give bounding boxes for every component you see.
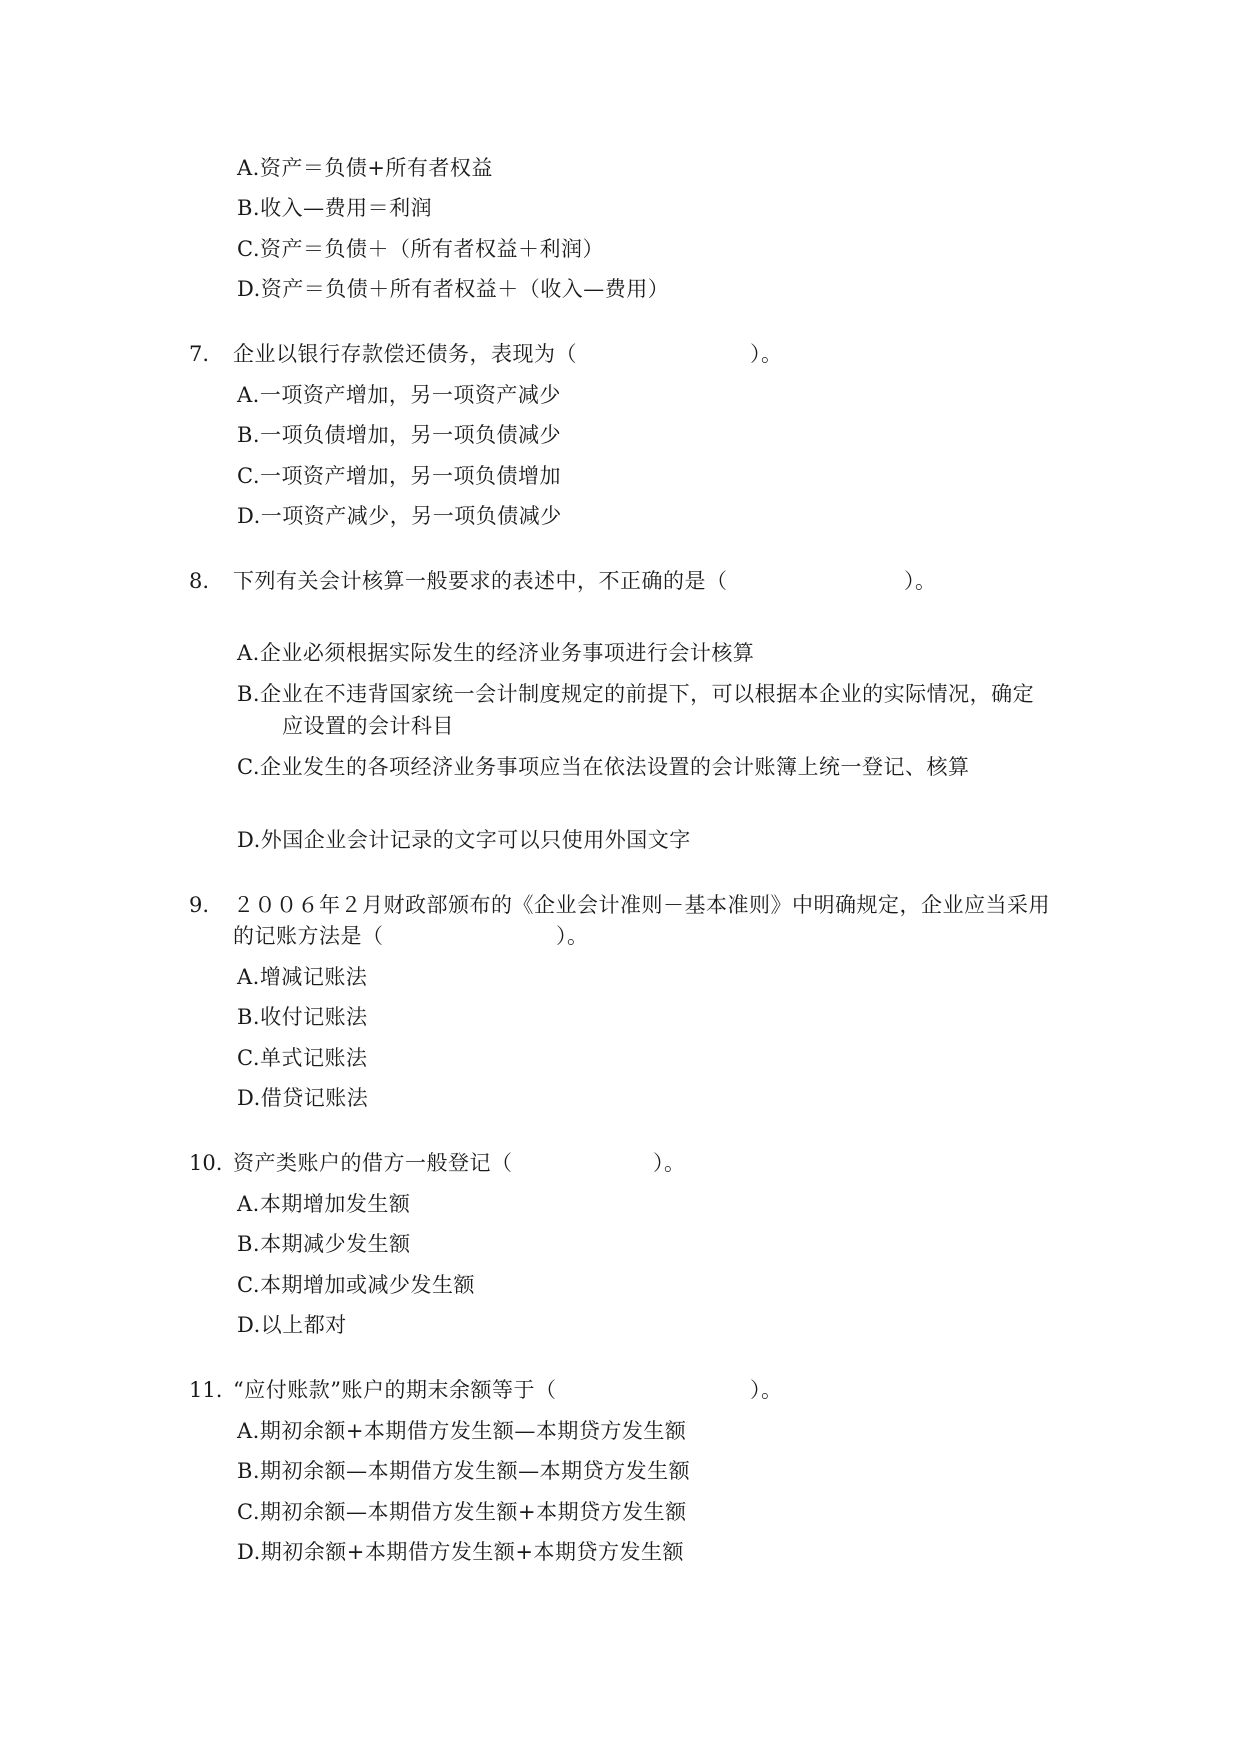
- option-d: D.一项资产减少，另一项负债减少: [237, 504, 562, 528]
- option-b: B.收入—费用＝利润: [237, 196, 433, 220]
- option-b: B.本期减少发生额: [237, 1232, 411, 1256]
- option-b: B.企业在不违背国家统一会计制度规定的前提下，可以根据本企业的实际情况，确定: [237, 682, 1035, 706]
- option-b: B.期初余额—本期借方发生额—本期贷方发生额: [237, 1459, 691, 1483]
- option-a: A.增减记账法: [237, 965, 368, 989]
- option-d: D.资产＝负债＋所有者权益＋（收入—费用）: [237, 277, 670, 301]
- question-stem-end: ）。: [904, 569, 937, 593]
- option-c: C.期初余额—本期借方发生额+本期贷方发生额: [237, 1500, 687, 1524]
- option-c: C.资产＝负债＋（所有者权益＋利润）: [237, 237, 604, 261]
- option-d: D.以上都对: [237, 1313, 347, 1337]
- option-a: A.一项资产增加，另一项资产减少: [237, 383, 561, 407]
- option-c: C.单式记账法: [237, 1046, 368, 1070]
- question-number: 11.: [189, 1378, 223, 1402]
- question-stem: ２００６年２月财政部颁布的《企业会计准则－基本准则》中明确规定，企业应当采用: [233, 893, 1050, 917]
- option-d: D.期初余额+本期借方发生额+本期贷方发生额: [237, 1540, 684, 1564]
- question-stem: “应付账款”账户的期末余额等于（: [233, 1378, 557, 1402]
- option-c: C.一项资产增加，另一项负债增加: [237, 464, 561, 488]
- option-c: C.本期增加或减少发生额: [237, 1273, 475, 1297]
- question-number: 7.: [189, 342, 210, 366]
- question-stem: 资产类账户的借方一般登记（: [233, 1151, 513, 1175]
- option-b: B.收付记账法: [237, 1005, 368, 1029]
- question-stem-end: ）。: [750, 342, 783, 366]
- option-a: A.企业必须根据实际发生的经济业务事项进行会计核算: [237, 641, 755, 665]
- option-b-continuation: 应设置的会计科目: [282, 714, 454, 738]
- option-a: A.本期增加发生额: [237, 1192, 411, 1216]
- option-d: D.外国企业会计记录的文字可以只使用外国文字: [237, 828, 691, 852]
- option-c: C.企业发生的各项经济业务事项应当在依法设置的会计账簿上统一登记、核算: [237, 755, 970, 779]
- option-b: B.一项负债增加，另一项负债减少: [237, 423, 562, 447]
- question-stem-end: ）。: [556, 924, 589, 948]
- option-a: A.资产＝负债+所有者权益: [237, 156, 493, 180]
- question-number: 8.: [189, 569, 210, 593]
- question-number: 9.: [189, 893, 210, 917]
- question-stem: 企业以银行存款偿还债务，表现为（: [233, 342, 577, 366]
- question-stem: 下列有关会计核算一般要求的表述中，不正确的是（: [233, 569, 728, 593]
- option-d: D.借贷记账法: [237, 1086, 369, 1110]
- option-a: A.期初余额+本期借方发生额—本期贷方发生额: [237, 1419, 687, 1443]
- question-number: 10.: [189, 1151, 223, 1175]
- question-stem-end: ）。: [750, 1378, 783, 1402]
- question-stem-line2: 的记账方法是（: [233, 924, 384, 948]
- question-stem-end: ）。: [653, 1151, 686, 1175]
